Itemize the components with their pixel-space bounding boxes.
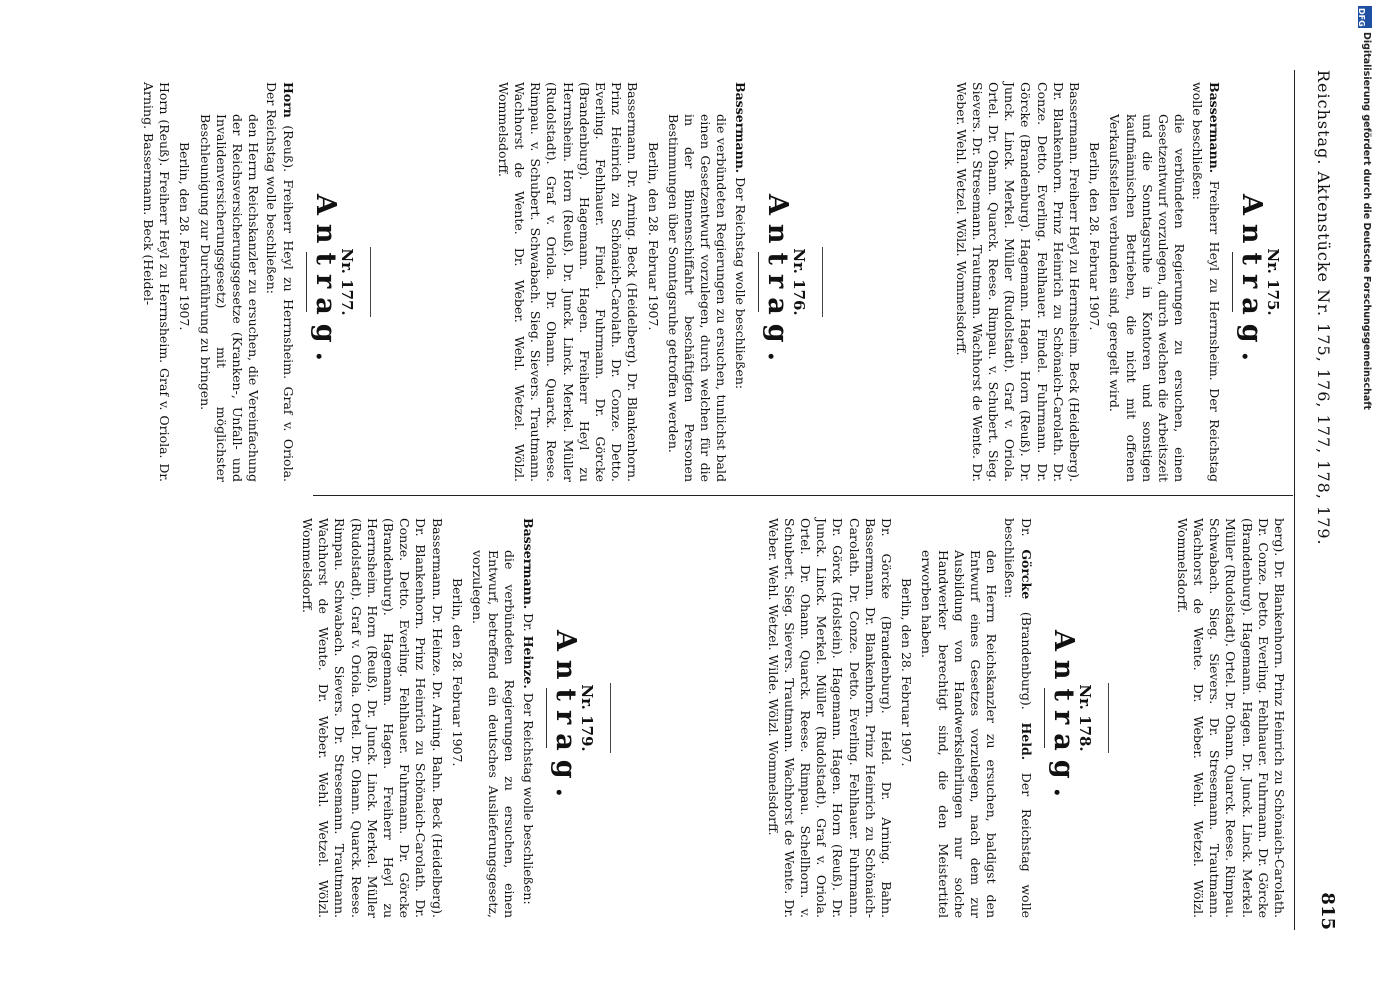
motion-body: die verbündeten Regierungen zu ersuchen, einen Gesetzentwurf vorzulegen, durch welchen die Arbeitszeit und die Sonntagsruhe in Kontoren und sonstigen kaufmännischen Betrieben, die nicht mit offenen Verkaufsstellen verbunden sind, geregelt wird.	[1107, 114, 1188, 482]
running-header	[1301, 70, 1339, 930]
lead-name: Horn	[280, 82, 296, 118]
motion-signers: Horn (Reuß). Freiherr Heyl zu Herrnsheim. Graf v. Oriola. Dr. Arning. Bassermann. Beck (Heidel-	[140, 82, 173, 482]
header-title: Reichstag. Aktenstücke Nr. 175, 176, 177, 178, 179.	[1314, 70, 1333, 546]
lead-text: Der Reichstag wolle beschließen:	[1190, 82, 1222, 482]
section-rule	[370, 247, 371, 317]
lead-name: Bassermann.	[520, 518, 536, 610]
heading-rule	[1044, 688, 1045, 748]
heading-rule	[306, 252, 307, 312]
motion-177	[140, 82, 355, 482]
lead-name-2: Held.	[1018, 722, 1034, 761]
motion-heading: Antrag.	[309, 193, 341, 371]
motion-number: Nr. 176.	[790, 248, 808, 316]
motion-lead	[263, 82, 295, 482]
motion-date: Berlin, den 28. Februar 1907.	[449, 578, 465, 767]
motion-signers: Bassermann. Dr. Heinze. Dr. Arning. Bahn. Beck (Heidelberg). Dr. Blankenhorn. Prinz Heinrich zu Schönaich-Carolath. Dr. Conze. Detto. Everling. Fehlhauer. Fuhrmann. Dr. Görcke (Brandenburg). Hagemann. Hagen. Freiherr Heyl zu Herrnsheim. Horn (Reuß). Dr. Junck. Linck. Merkel. Müller (Rudolstadt). Graf v. Oriola. Ortel. Dr. Ohann. Quarck. Reese. Rimpau. Schwabach. Sievers. Dr. Stresemann. Trautmann. Wachhorst de Wente. Dr. Weber. Wehl. Wetzel. Wölzl. Wommelsdorff.	[299, 518, 445, 918]
signers-continuation	[1174, 518, 1287, 918]
motion-body: den Herrn Reichskanzler zu ersuchen, die Vereinfachung der Reichsversicherungsgesetze (Kranken-, Unfall- und Invalidenversicherungsgesetz) mit möglichster Beschleunigung zur Durchführung zu bringen.	[197, 114, 262, 482]
dfg-logo: DFG	[1358, 6, 1372, 28]
lead-name-2: Freiherr Heyl zu Herrnsheim.	[1206, 180, 1222, 381]
motion-lead	[1189, 82, 1221, 482]
motion-date: Berlin, den 28. Februar 1907.	[1087, 142, 1103, 331]
page-number: 815	[1317, 892, 1338, 930]
lead-prefix: Dr.	[520, 613, 536, 632]
motion-heading: Antrag.	[761, 193, 793, 371]
motion-178	[764, 518, 1093, 918]
section-rule	[822, 247, 823, 317]
lead-name: Görcke	[1018, 549, 1034, 600]
lead-district: (Brandenburg).	[1018, 611, 1034, 710]
lead-text: Der Reichstag wolle beschließen:	[520, 692, 536, 905]
motion-number: Nr. 175.	[1264, 248, 1282, 316]
heading-rule	[758, 252, 759, 312]
section-rule	[610, 683, 611, 753]
motion-heading: Antrag.	[1235, 193, 1267, 371]
motion-number: Nr. 177.	[338, 248, 356, 316]
motion-date: Berlin, den 28. Februar 1907.	[177, 142, 193, 331]
motion-signers: Dr. Görcke (Brandenburg). Held. Dr. Arning. Bahn. Bassermann. Dr. Blankenhorn. Prinz Heinrich zu Schönaich-Carolath. Dr. Conze. Detto. Everling. Fehlhauer. Fuhrmann. Dr. Görck (Holstein). Hagemann. Hagen. Horn (Reuß). Dr. Junck. Linck. Merkel. Müller (Rudolstadt). Graf v. Oriola. Ortel. Dr. Ohann. Quarck. Reese. Rimpau. Schellhorn. v. Schubert. Sieg. Sievers. Trautmann. Wachhorst de Wente. Dr. Weber. Wehl. Wetzel. Wilde. Wölzl. Wommelsdorff.	[765, 518, 894, 918]
section-rule	[1108, 683, 1109, 753]
lead-name: Bassermann.	[1206, 82, 1222, 174]
motion-number: Nr. 178.	[1076, 684, 1094, 752]
motion-body: die verbündeten Regierungen zu ersuchen, einen Entwurf, betreffend ein deutsches Auslieferungsgesetz, vorzulegen.	[469, 550, 518, 918]
motion-175	[952, 82, 1281, 482]
motion-lead	[731, 82, 747, 482]
motion-body: die verbündeten Regierungen zu ersuchen, tunlichst bald einen Gesetzentwurf vorzulegen, durch welchen für die in der Binnenschiffahrt beschäftigten Personen Bestimmungen über Sonntagsruhe getroffen werden.	[665, 114, 730, 482]
lead-name-2: Heinze.	[520, 635, 536, 689]
motion-number: Nr. 179.	[578, 684, 596, 752]
heading-rule	[546, 688, 547, 748]
motion-body: den Herrn Reichskanzler zu ersuchen, baldigst den Entwurf eines Gesetzes vorzulegen, nach dem zur Ausbildung von Handwerkslehrlingen nur solche Handwerker berechtigt sind, die den Meistertitel erworben haben.	[919, 550, 1000, 918]
motion-signers: Bassermann. Dr. Arning. Beck (Heidelberg). Dr. Blankenhorn. Prinz Heinrich zu Schönaich-Carolath. Dr. Conze. Detto. Everling. Fehlhauer. Findel. Fuhrmann. Dr. Görcke (Brandenburg). Hagemann. Hagen. Freiherr Heyl zu Herrnsheim. Horn (Reuß). Dr. Junck. Linck. Merkel. Müller (Rudolstadt). Graf v. Oriola. Dr. Ohann. Quarck. Reese. Rimpau. v. Schubert. Schwabach. Sieg. Sievers. Trautmann. Wachhorst de Wente. Dr. Weber. Wehl. Wetzel. Wölzl. Wommelsdorff.	[495, 82, 641, 482]
lead-text: (Reuß). Freiherr Heyl zu Herrnsheim. Graf v. Oriola. Der Reichstag wolle beschließen:	[264, 82, 296, 482]
lead-name: Bassermann.	[732, 82, 748, 174]
lead-prefix: Dr.	[1018, 518, 1034, 537]
column-divider	[313, 495, 1293, 496]
motion-176	[495, 82, 807, 482]
lead-text: Der Reichstag wolle beschließen:	[1002, 518, 1034, 918]
continued-signers: berg). Dr. Blankenhorn. Prinz Heinrich zu Schönaich-Carolath. Dr. Conze. Detto. Everling. Fehlhauer. Fuhrmann. Dr. Görcke (Brandenburg). Hagemann. Hagen. Dr. Junck. Linck. Merkel. Müller (Rudolstadt). Ortel. Dr. Ohann. Quarck. Reese. Rimpau. Schwabach. Sieg. Sievers. Dr. Stresemann. Trautmann. Wachhorst de Wente. Dr. Weber. Wehl. Wetzel. Wölzl. Wommelsdorff.	[1174, 518, 1287, 918]
motion-lead	[1001, 518, 1033, 918]
motion-lead	[519, 518, 535, 918]
digitization-note	[1357, 6, 1372, 410]
funding-note: Digitalisierung gefördert durch die Deutsche Forschungsgemeinschaft	[1361, 32, 1372, 410]
motion-date: Berlin, den 28. Februar 1907.	[645, 142, 661, 331]
header-rule	[1294, 70, 1295, 930]
motion-heading: Antrag.	[549, 629, 581, 807]
motion-signers: Bassermann. Freiherr Heyl zu Herrnsheim. Beck (Heidelberg). Dr. Blankenhorn. Prinz Heinrich zu Schönaich-Carolath. Dr. Conze. Detto. Everling. Fehlhauer. Findel. Fuhrmann. Dr. Görcke (Brandenburg). Hagemann. Hagen. Horn (Reuß). Dr. Junck. Linck. Merkel. Müller (Rudolstadt). Graf v. Oriola. Ortel. Dr. Ohann. Quarck. Reese. Rimpau. v. Schubert. Sieg. Sievers. Dr. Stresemann. Trautmann. Wachhorst de Wente. Dr. Weber. Wehl. Wetzel. Wölzl. Wommelsdorff.	[953, 82, 1082, 482]
motion-heading: Antrag.	[1047, 629, 1079, 807]
heading-rule	[1232, 252, 1233, 312]
motion-date: Berlin, den 28. Februar 1907.	[899, 578, 915, 767]
motion-179	[299, 518, 595, 918]
lead-text: Der Reichstag wolle beschließen:	[732, 177, 748, 390]
